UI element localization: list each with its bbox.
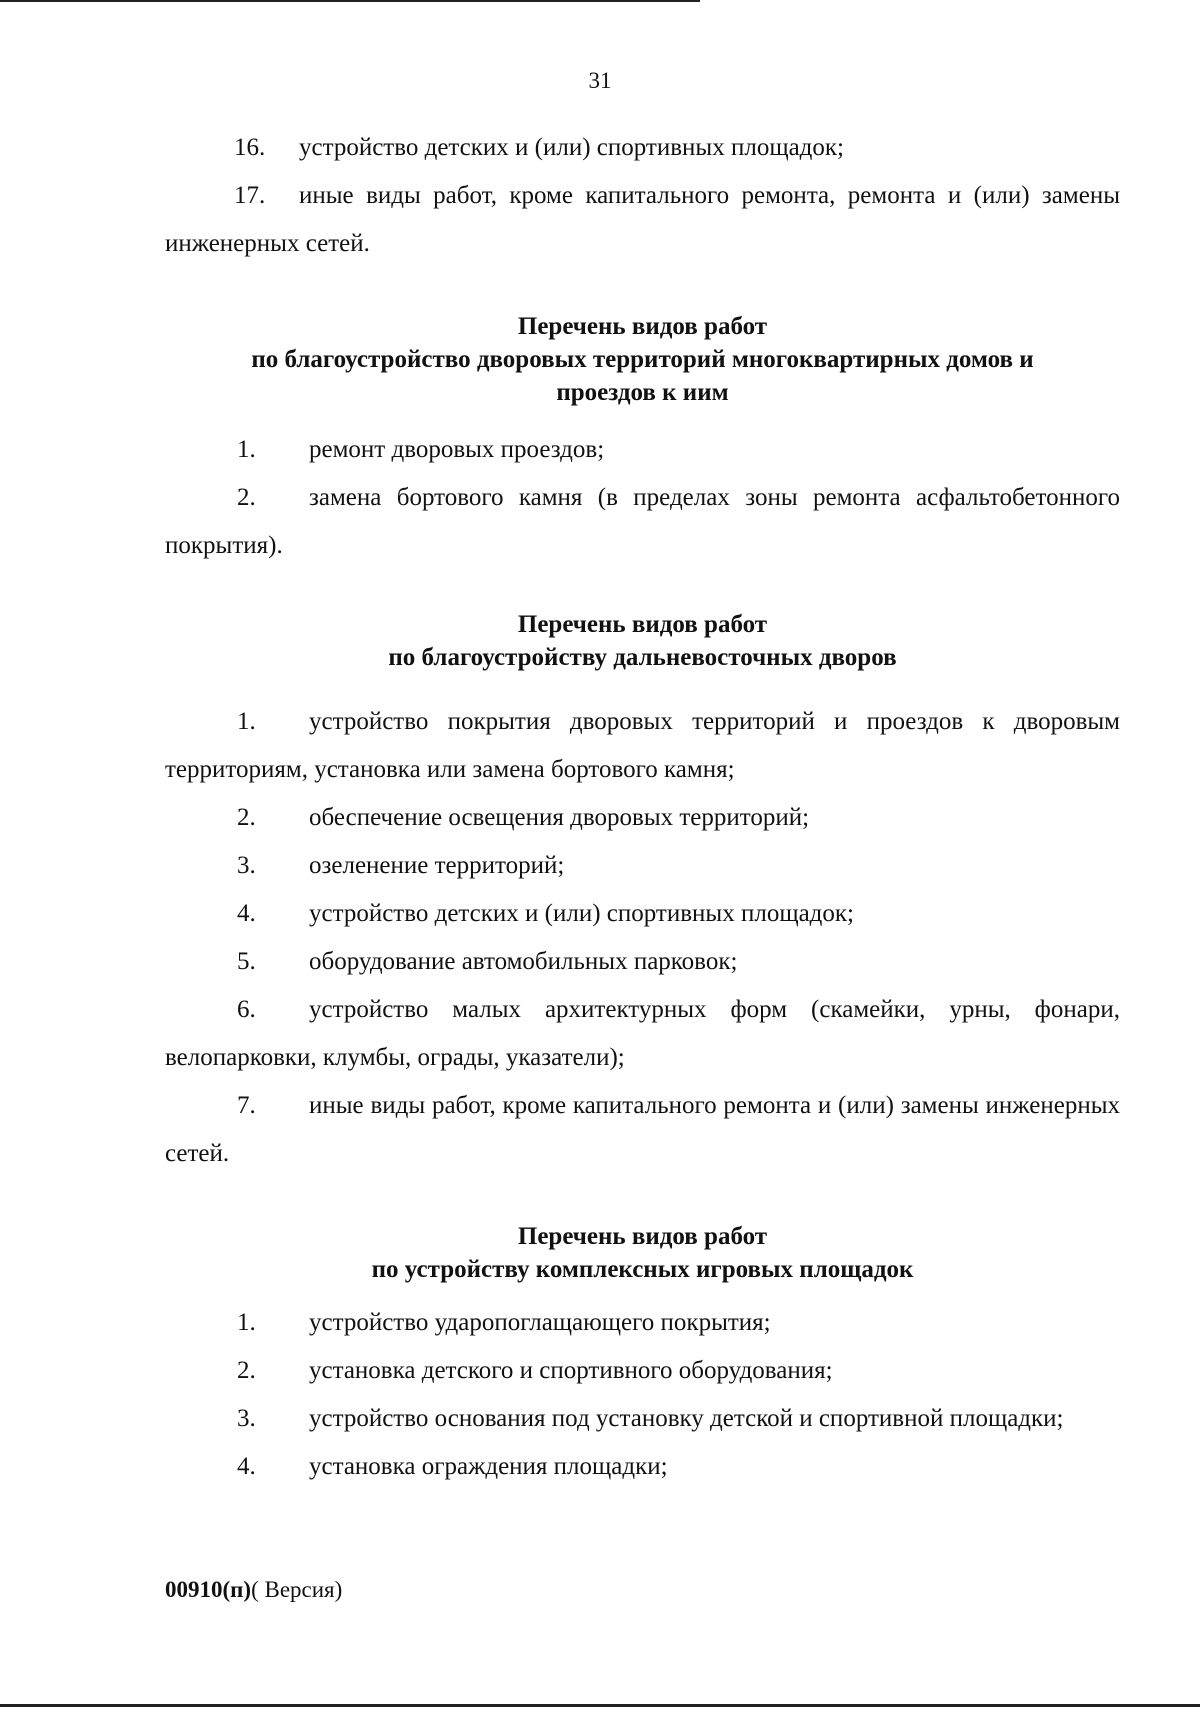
item-text: оборудование автомобильных парковок; — [309, 948, 738, 975]
document-body — [165, 124, 1120, 1491]
heading-line: проездов к иим — [556, 379, 729, 406]
item-number: 1. — [237, 1309, 256, 1336]
item-number: 7. — [237, 1092, 256, 1119]
item-text: устройство покрытия дворовых территорий и проездов к дворовым территориям, установка или замена бортового камня; — [165, 708, 1120, 783]
item-text: обеспечение освещения дворовых территорий; — [309, 804, 810, 831]
item-number: 3. — [237, 1405, 256, 1432]
list-item — [165, 426, 1120, 474]
document-code: 00910(п) — [165, 1577, 252, 1602]
item-text: замена бортового камня (в пределах зоны ремонта асфальтобетонного покрытия). — [165, 484, 1120, 559]
item-text: иные виды работ, кроме капитального ремонта, ремонта и (или) замены инженерных сетей. — [165, 182, 1120, 257]
top-scan-border — [0, 0, 700, 2]
section-heading — [165, 1220, 1120, 1286]
heading-line: по благоустройству дальневосточных дворов — [388, 644, 897, 671]
list-item — [165, 1395, 1120, 1443]
item-text: установка ограждения площадки; — [309, 1453, 668, 1480]
list-item — [165, 1443, 1120, 1491]
item-number: 6. — [237, 996, 256, 1023]
list-item — [165, 842, 1120, 890]
page-number: 31 — [588, 68, 612, 93]
document-version: ( Версия) — [251, 1577, 343, 1602]
list-item — [165, 124, 1120, 172]
list-item — [165, 938, 1120, 986]
list-item — [165, 698, 1120, 794]
heading-line: Перечень видов работ — [517, 1223, 768, 1250]
item-text: иные виды работ, кроме капитального ремонта и (или) замены инженерных сетей. — [165, 1092, 1120, 1167]
item-text: устройство ударопоглащающего покрытия; — [309, 1309, 771, 1336]
list-item — [165, 890, 1120, 938]
heading-line: Перечень видов работ — [517, 313, 768, 340]
list-item — [165, 986, 1120, 1082]
section-heading — [165, 608, 1120, 674]
item-number: 1. — [237, 708, 256, 735]
document-footer — [165, 1577, 342, 1603]
heading-line: по благоустройство дворовых территорий многоквартирных домов и — [251, 346, 1034, 373]
item-text: устройство детских и (или) спортивных площадок; — [299, 134, 844, 161]
heading-line: по устройству комплексных игровых площадок — [371, 1256, 914, 1283]
item-number: 1. — [237, 436, 256, 463]
item-text: ремонт дворовых проездов; — [309, 436, 605, 463]
list-item — [165, 1347, 1120, 1395]
item-number: 5. — [237, 948, 256, 975]
item-number: 2. — [237, 804, 256, 831]
list-item — [165, 794, 1120, 842]
item-number: 2. — [237, 1357, 256, 1384]
item-number: 3. — [237, 852, 256, 879]
heading-line: Перечень видов работ — [517, 611, 768, 638]
item-text: устройство основания под установку детской и спортивной площадки; — [309, 1405, 1064, 1432]
item-number: 17. — [234, 182, 266, 209]
list-item — [165, 172, 1120, 268]
list-item — [165, 1082, 1120, 1178]
list-item — [165, 1299, 1120, 1347]
bottom-scan-border — [0, 1704, 1200, 1707]
item-number: 16. — [234, 134, 266, 161]
item-text: установка детского и спортивного оборудования; — [309, 1357, 833, 1384]
item-text: озеленение территорий; — [309, 852, 565, 879]
item-number: 4. — [237, 1453, 256, 1480]
item-text: устройство малых архитектурных форм (скамейки, урны, фонари, велопарковки, клумбы, ограды, указатели); — [165, 996, 1120, 1071]
item-number: 4. — [237, 900, 256, 927]
list-item — [165, 474, 1120, 570]
section-heading — [165, 310, 1120, 409]
item-number: 2. — [237, 484, 256, 511]
item-text: устройство детских и (или) спортивных площадок; — [309, 900, 854, 927]
